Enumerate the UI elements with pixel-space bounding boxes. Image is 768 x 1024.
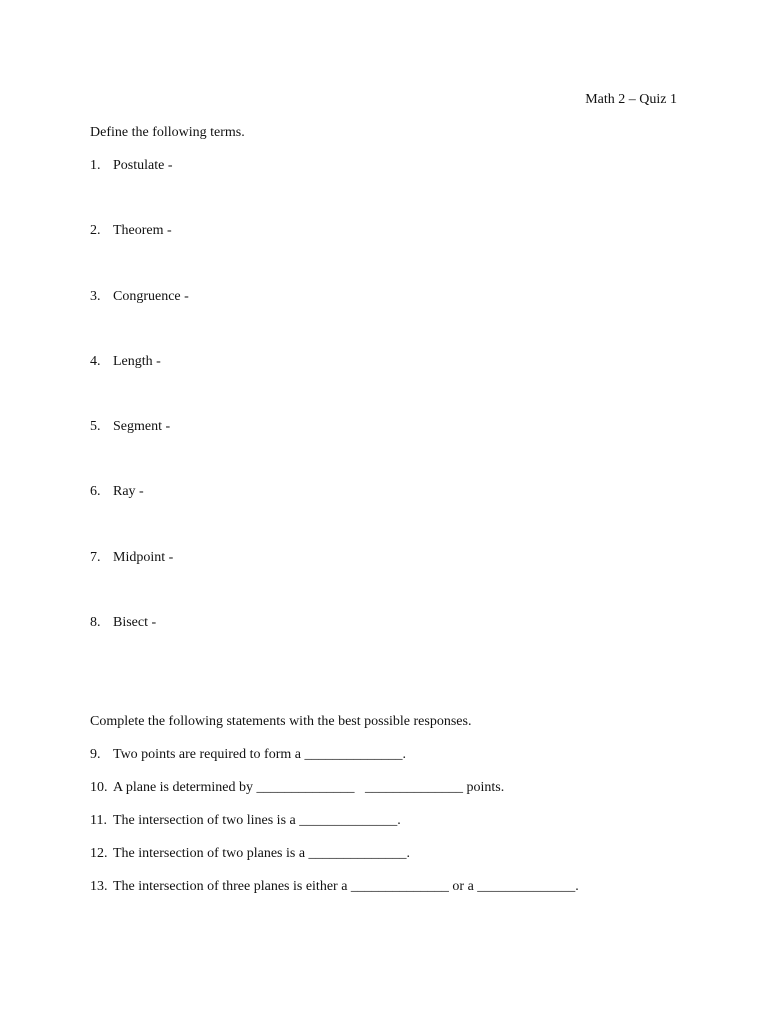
- statement-text: The intersection of three planes is either a ______________ or a ______________.: [113, 879, 579, 894]
- list-item: [90, 354, 189, 419]
- list-item: [90, 879, 579, 912]
- item-number: 5.: [90, 419, 101, 435]
- list-item: [90, 615, 189, 680]
- term-text: Postulate -: [113, 158, 173, 173]
- term-text: Ray -: [113, 484, 144, 500]
- item-number: 7.: [90, 549, 101, 565]
- item-number: 3.: [90, 288, 101, 304]
- statement-text: A plane is determined by ______________ ______________ points.: [113, 780, 505, 795]
- statement-text: The intersection of two lines is a ______________.: [113, 813, 401, 828]
- definitions-list: [90, 158, 189, 680]
- item-number: 1.: [90, 158, 101, 173]
- list-item: [90, 484, 189, 549]
- list-item: [90, 780, 579, 813]
- list-item: [90, 158, 189, 223]
- definitions-instructions: Define the following terms.: [90, 125, 245, 140]
- term-text: Bisect -: [113, 615, 157, 631]
- term-text: Length -: [113, 353, 161, 369]
- term-text: Theorem -: [113, 223, 172, 239]
- quiz-title: Math 2 – Quiz 1: [585, 92, 677, 107]
- item-number: 2.: [90, 223, 101, 239]
- statements-instructions: Complete the following statements with the best possible responses.: [90, 714, 472, 729]
- item-number: 6.: [90, 484, 101, 500]
- list-item: [90, 747, 579, 780]
- list-item: [90, 813, 579, 846]
- item-number: 11.: [90, 813, 107, 828]
- list-item: [90, 223, 189, 288]
- item-number: 10.: [90, 780, 108, 795]
- item-number: 9.: [90, 747, 101, 762]
- statements-list: [90, 747, 579, 912]
- item-number: 13.: [90, 879, 108, 894]
- statement-text: Two points are required to form a ______________.: [113, 747, 406, 762]
- term-text: Segment -: [113, 419, 171, 435]
- list-item: [90, 289, 189, 354]
- item-number: 12.: [90, 846, 108, 861]
- list-item: [90, 846, 579, 879]
- list-item: [90, 550, 189, 615]
- statement-text: The intersection of two planes is a ______________.: [113, 846, 411, 861]
- list-item: [90, 419, 189, 484]
- item-number: 4.: [90, 353, 101, 369]
- item-number: 8.: [90, 615, 101, 631]
- term-text: Midpoint -: [113, 549, 174, 565]
- term-text: Congruence -: [113, 288, 189, 304]
